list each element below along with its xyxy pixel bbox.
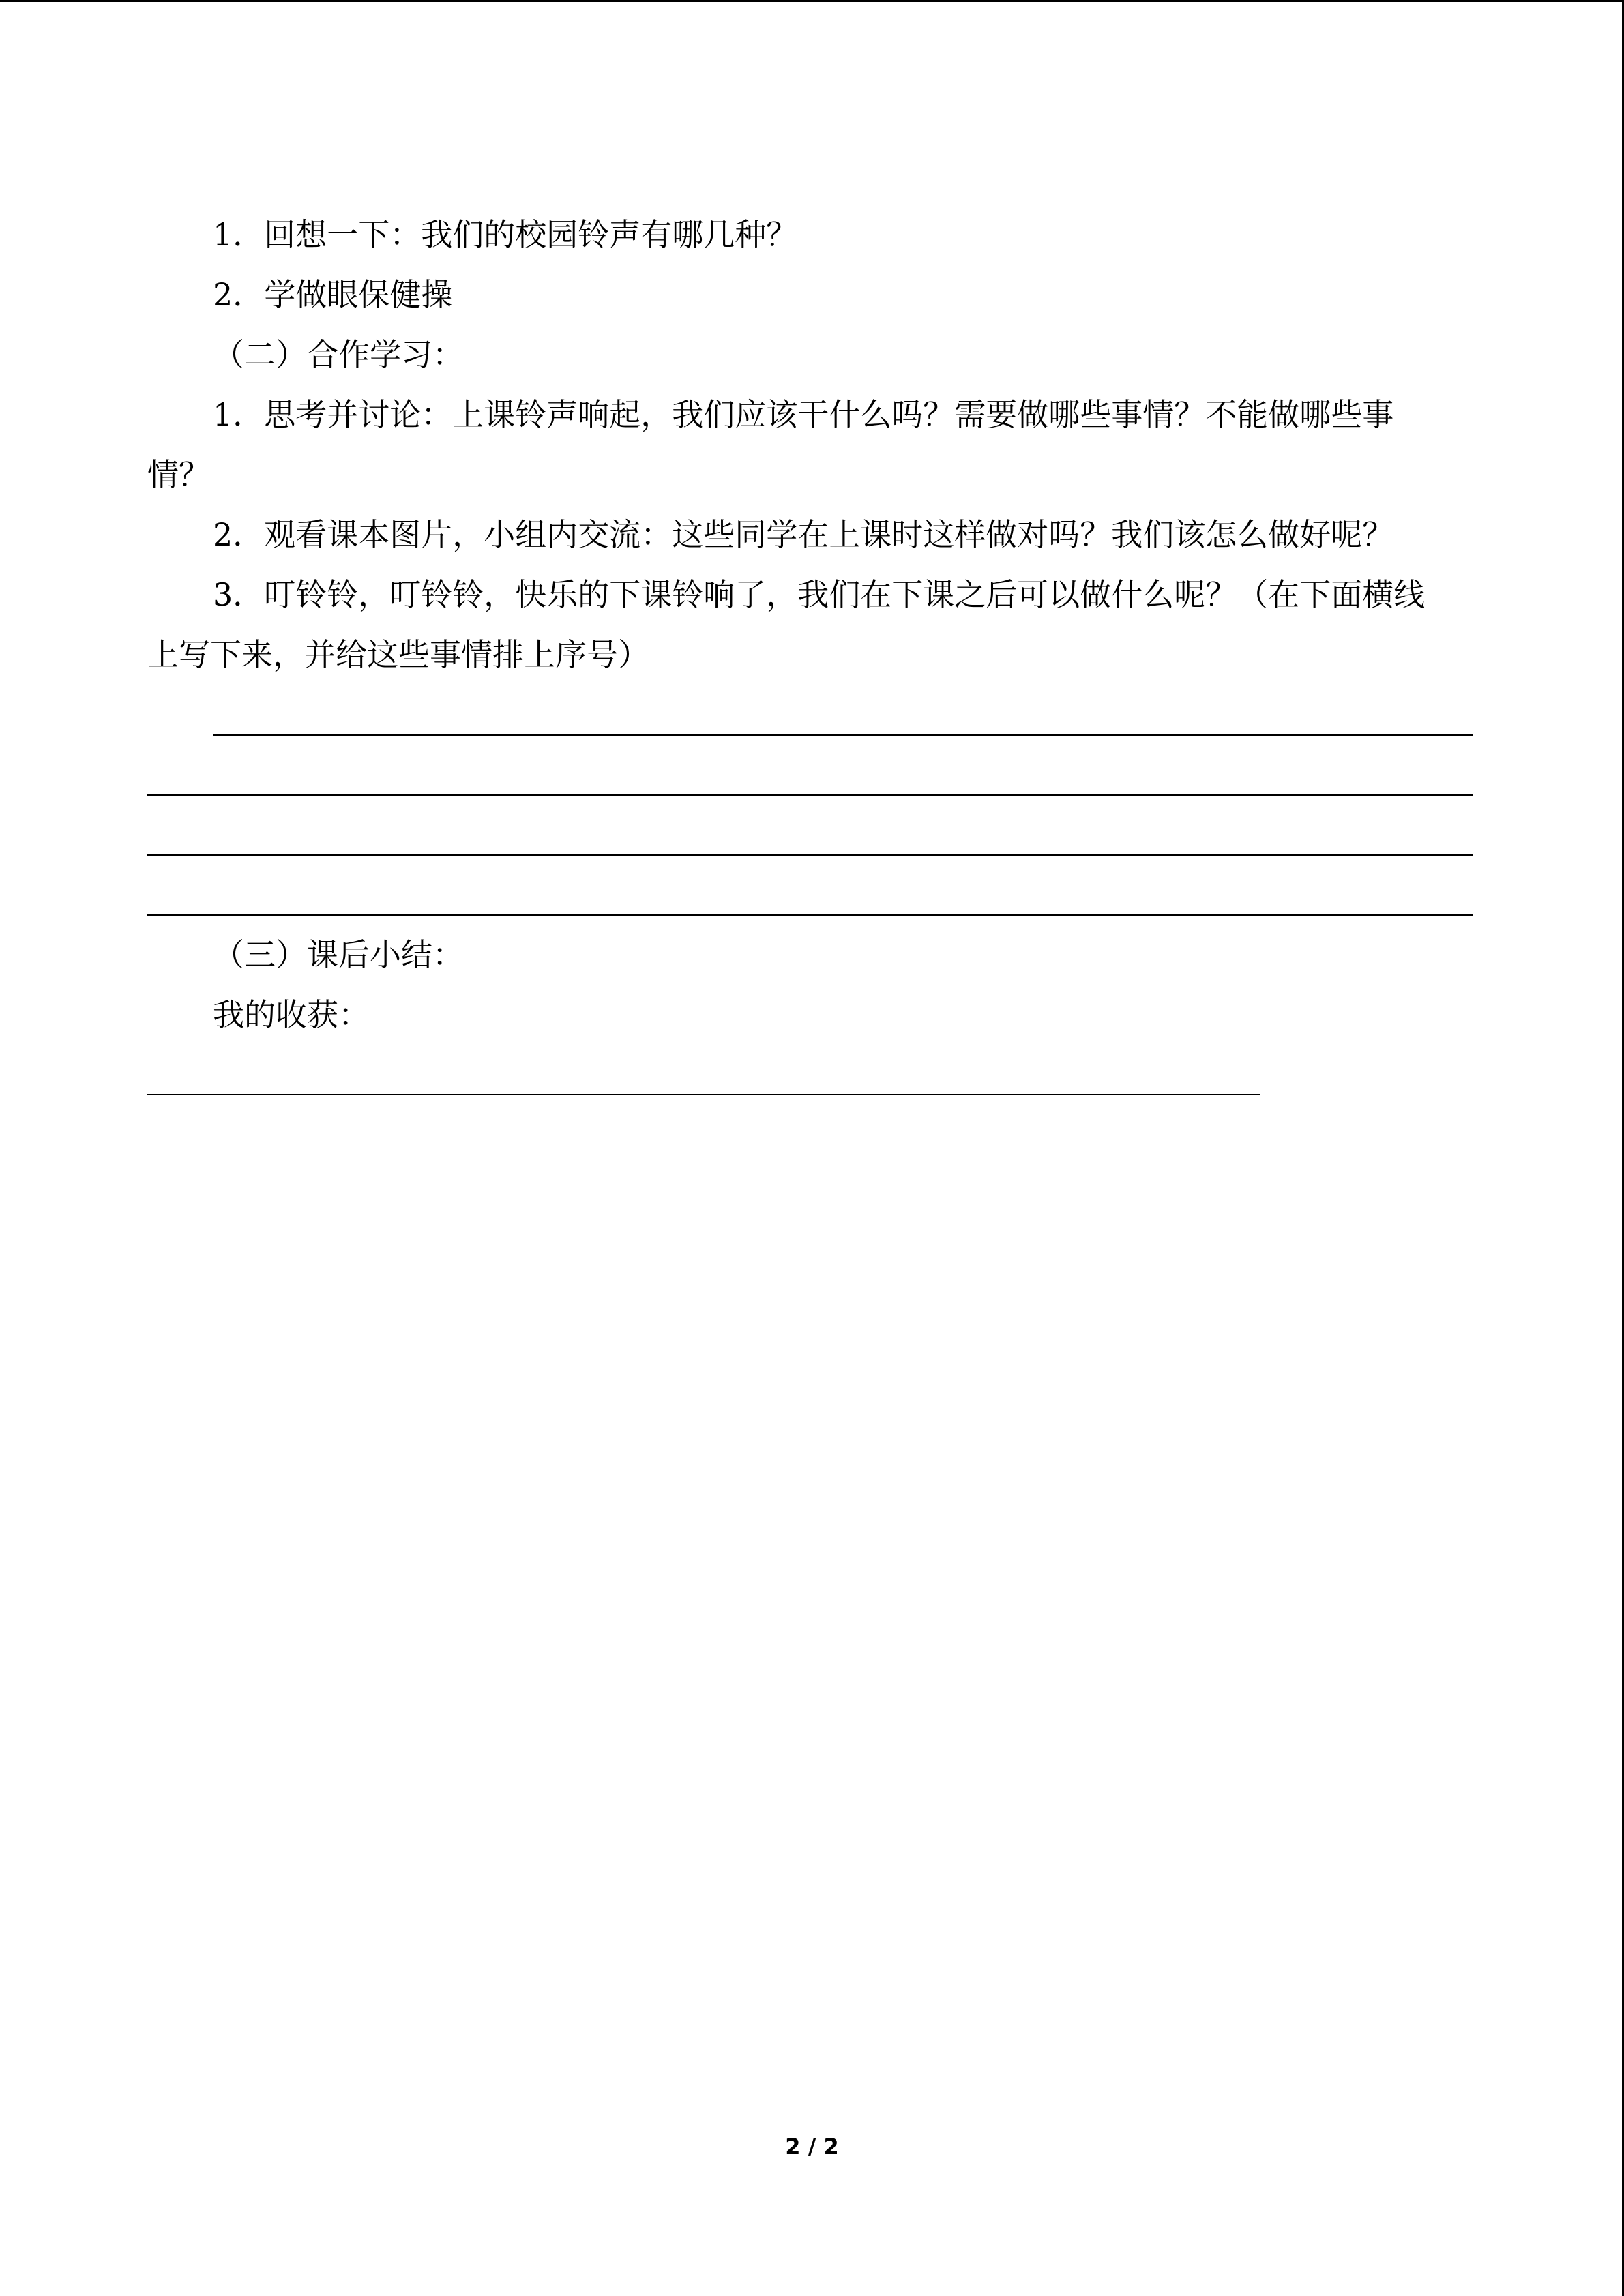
- harvest-label: 我的收获：: [213, 996, 370, 1033]
- answer-line-1[interactable]: [213, 734, 1473, 736]
- cooperative-heading: （二）合作学习：: [213, 336, 464, 373]
- answer-line-4[interactable]: [147, 914, 1473, 916]
- summary-heading: （三）课后小结：: [213, 936, 464, 973]
- page-number: 2 / 2: [785, 2134, 839, 2160]
- cooperative-q3-line1: 3．叮铃铃，叮铃铃，快乐的下课铃响了，我们在下课之后可以做什么呢？（在下面横线: [213, 576, 1426, 613]
- review-item-2: 2．学做眼保健操: [213, 276, 453, 313]
- answer-line-3[interactable]: [147, 854, 1473, 856]
- cooperative-q3-line2: 上写下来，并给这些事情排上序号）: [147, 636, 649, 673]
- harvest-answer-line[interactable]: [147, 1094, 1260, 1095]
- review-item-1: 1．回想一下：我们的校园铃声有哪几种？: [213, 216, 798, 253]
- cooperative-q1-line2: 情？: [147, 456, 210, 493]
- cooperative-q2: 2．观看课本图片，小组内交流：这些同学在上课时这样做对吗？我们该怎么做好呢？: [213, 516, 1394, 553]
- answer-line-2[interactable]: [147, 794, 1473, 796]
- cooperative-q1-line1: 1．思考并讨论：上课铃声响起，我们应该干什么吗？需要做哪些事情？不能做哪些事: [213, 396, 1394, 433]
